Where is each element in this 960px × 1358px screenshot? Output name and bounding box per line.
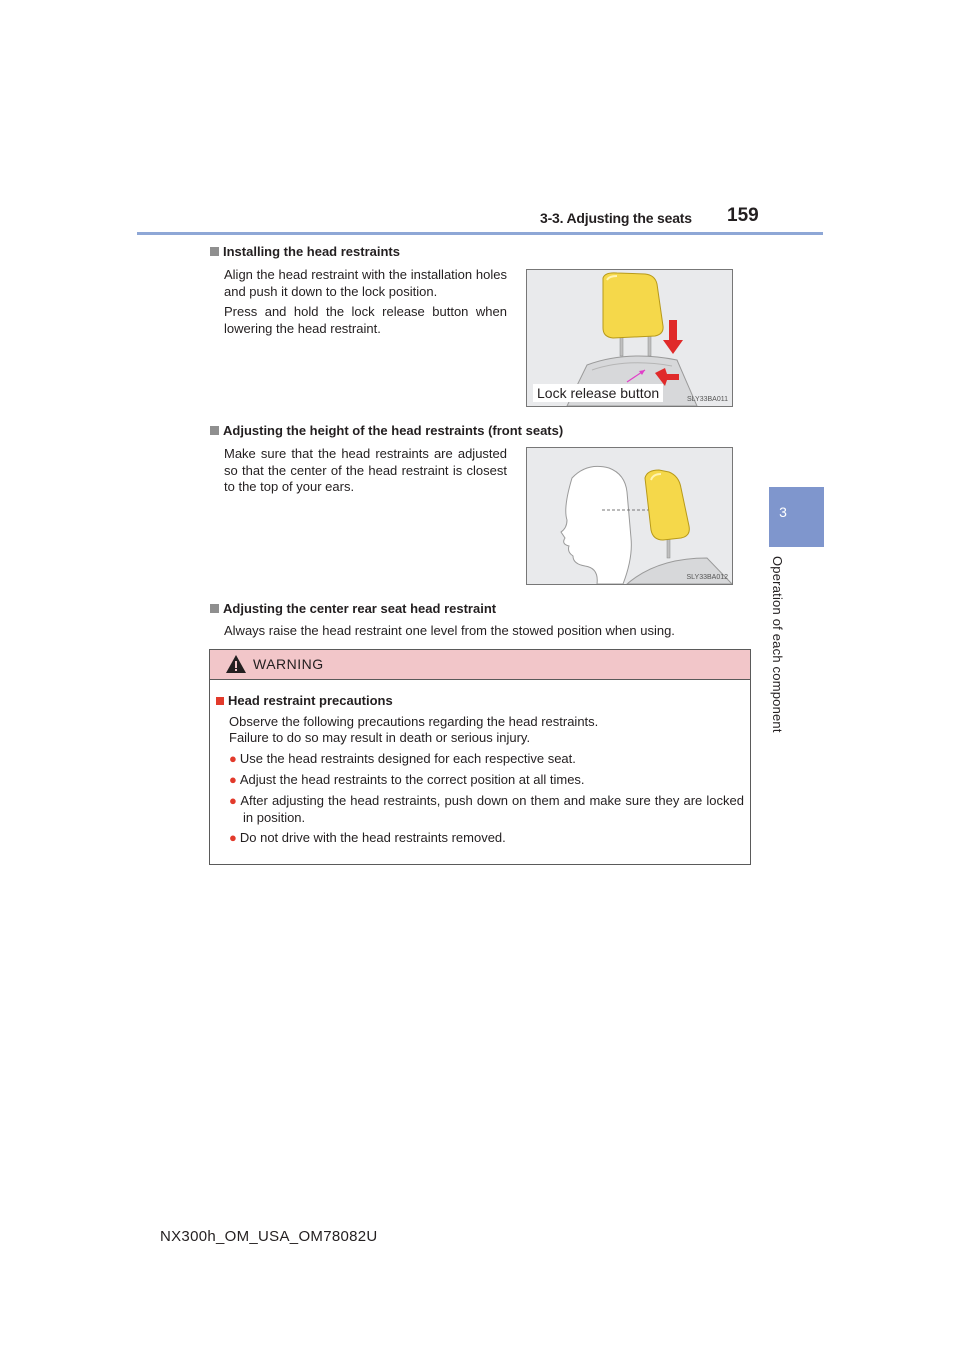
paragraph: Make sure that the head restraints are adjusted so that the center of the head restraint is closest to the top of your ears. <box>224 446 507 494</box>
figure-code: SLY33BA011 <box>687 396 728 403</box>
figure-install-headrest <box>526 269 733 407</box>
square-bullet-icon <box>210 247 219 256</box>
section-heading: 3-3. Adjusting the seats <box>540 210 692 226</box>
paragraph: Press and hold the lock release button when lowering the head restraint. <box>224 304 507 336</box>
page-number: 159 <box>727 205 759 226</box>
chapter-tab-label: Operation of each component <box>770 556 785 733</box>
warning-box <box>209 649 751 865</box>
warning-bullet: ● Adjust the head restraints to the correct position at all times. <box>229 772 585 787</box>
header-rule <box>137 232 823 235</box>
square-bullet-icon <box>210 604 219 613</box>
red-square-icon <box>216 697 224 705</box>
red-dot-icon: ● <box>229 793 238 808</box>
section-title-height: Adjusting the height of the head restraints (front seats) <box>210 423 563 438</box>
red-dot-icon: ● <box>229 830 237 845</box>
warning-bullet: ● Do not drive with the head restraints removed. <box>229 830 506 845</box>
head-position-illustration <box>527 448 732 584</box>
warning-header <box>210 650 750 680</box>
warning-bullet: ● Use the head restraints designed for each respective seat. <box>229 751 576 766</box>
document-footer: NX300h_OM_USA_OM78082U <box>160 1228 378 1245</box>
red-dot-icon: ● <box>229 751 237 766</box>
warning-title: WARNING <box>253 656 324 672</box>
chapter-tab-number: 3 <box>779 504 787 520</box>
red-dot-icon: ● <box>229 772 237 787</box>
section-title-installing: Installing the head restraints <box>210 244 400 259</box>
paragraph: Align the head restraint with the installation holes and push it down to the lock position. <box>224 267 507 299</box>
warning-subtitle: Head restraint precautions <box>216 693 393 708</box>
warning-intro-2: Failure to do so may result in death or serious injury. <box>229 730 531 745</box>
section-title-center-rear: Adjusting the center rear seat head restraint <box>210 601 496 616</box>
warning-intro: Observe the following precautions regarding the head restraints. <box>229 714 599 729</box>
figure-headrest-height <box>526 447 733 585</box>
warning-triangle-icon <box>225 654 247 674</box>
paragraph: Always raise the head restraint one level from the stowed position when using. <box>224 623 675 638</box>
figure-code: SLY33BA012 <box>686 574 728 581</box>
warning-bullet: ● After adjusting the head restraints, push down on them and make sure they are locked in position. <box>229 793 744 825</box>
lock-release-label: Lock release button <box>533 384 663 402</box>
square-bullet-icon <box>210 426 219 435</box>
